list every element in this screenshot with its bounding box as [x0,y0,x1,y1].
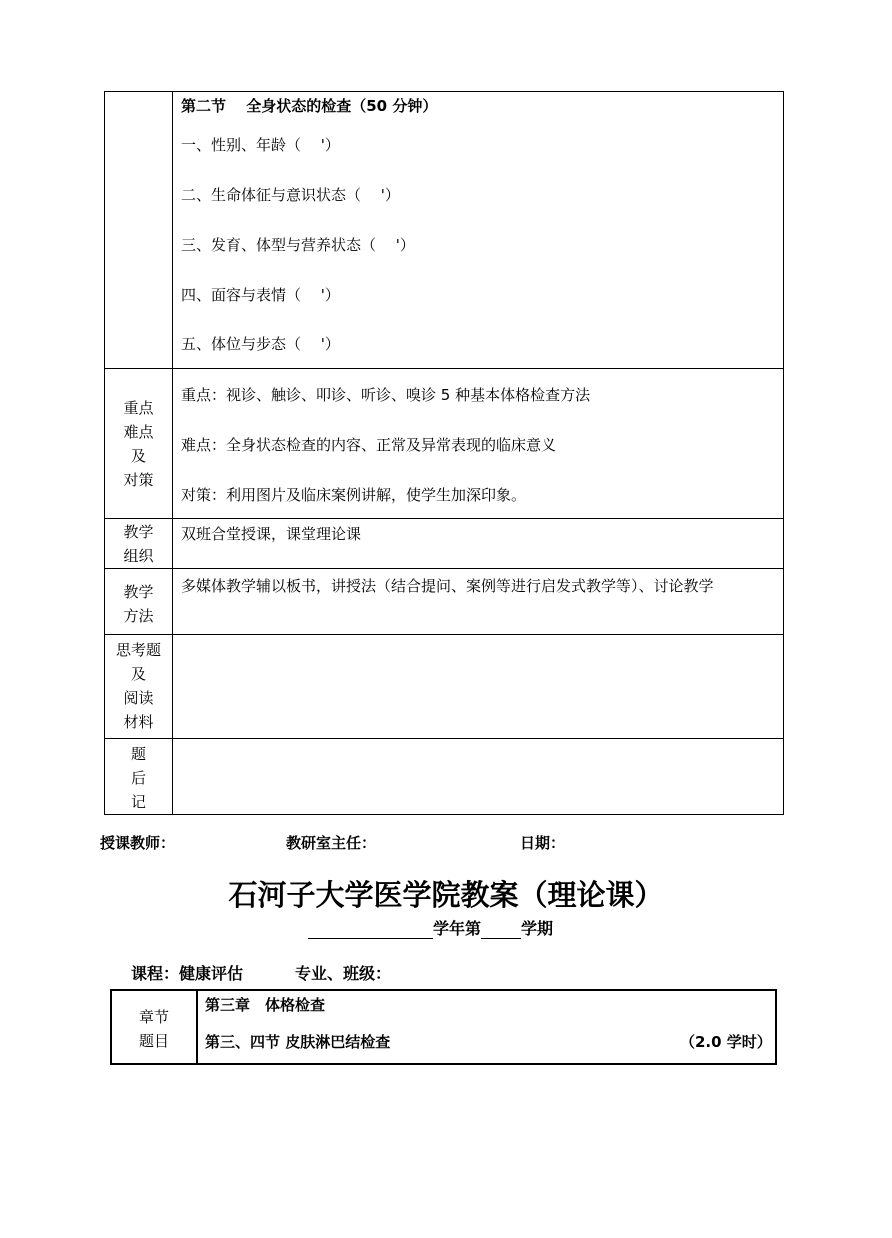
method-label: 教学 方法 [123,583,154,625]
content-item: 四、面容与表情（ '） [181,286,340,304]
course-value: 健康评估 [179,964,244,983]
term-blank [481,920,521,939]
method-text: 多媒体教学辅以板书，讲授法（结合提问、案例等进行启发式教学等）、讨论教学 [181,577,714,595]
teacher-signature-label: 授课教师： [100,834,176,852]
section-title: 第二节 全身状态的检查（50 分钟） [181,97,438,115]
postscript-label: 题 后 记 [130,745,146,811]
content-item: 二、生命体征与意识状态（ '） [181,186,400,204]
course-label: 课程： [131,964,180,983]
organization-label: 教学 组织 [123,523,154,565]
key-points-label: 重点 难点 及 对策 [123,399,154,489]
strategy-line: 对策：利用图片及临床案例讲解，使学生加深印象。 [181,486,527,504]
date-label: 日期： [520,834,566,852]
organization-text: 双班合堂授课，课堂理论课 [181,525,362,543]
difficulty-line: 难点：全身状态检查的内容、正常及异常表现的临床意义 [181,436,557,454]
content-item: 一、性别、年龄（ '） [181,136,340,154]
key-point-line: 重点：视诊、触诊、叩诊、听诊、嗅诊 5 种基本体格检查方法 [181,386,591,404]
content-item: 三、发育、体型与营养状态（ '） [181,236,415,254]
major-label: 专业、班级： [295,964,392,983]
director-signature-label: 教研室主任： [286,834,377,852]
course-line [131,961,391,984]
chapter-name: 第三章 体格检查 [205,996,326,1014]
credit-hours: （2.0 学时） [680,1033,772,1051]
questions-label: 思考题 及 阅读 材料 [115,641,161,731]
year-blank [308,920,433,939]
content-item: 五、体位与步态（ '） [181,335,340,353]
section-name: 第三、四节 皮肤淋巴结检查 [205,1033,391,1051]
semester-line: 学年第 学期 [308,916,553,939]
document-title: 石河子大学医学院教案（理论课） [228,878,664,912]
chapter-title-label: 章节 题目 [138,1008,169,1050]
